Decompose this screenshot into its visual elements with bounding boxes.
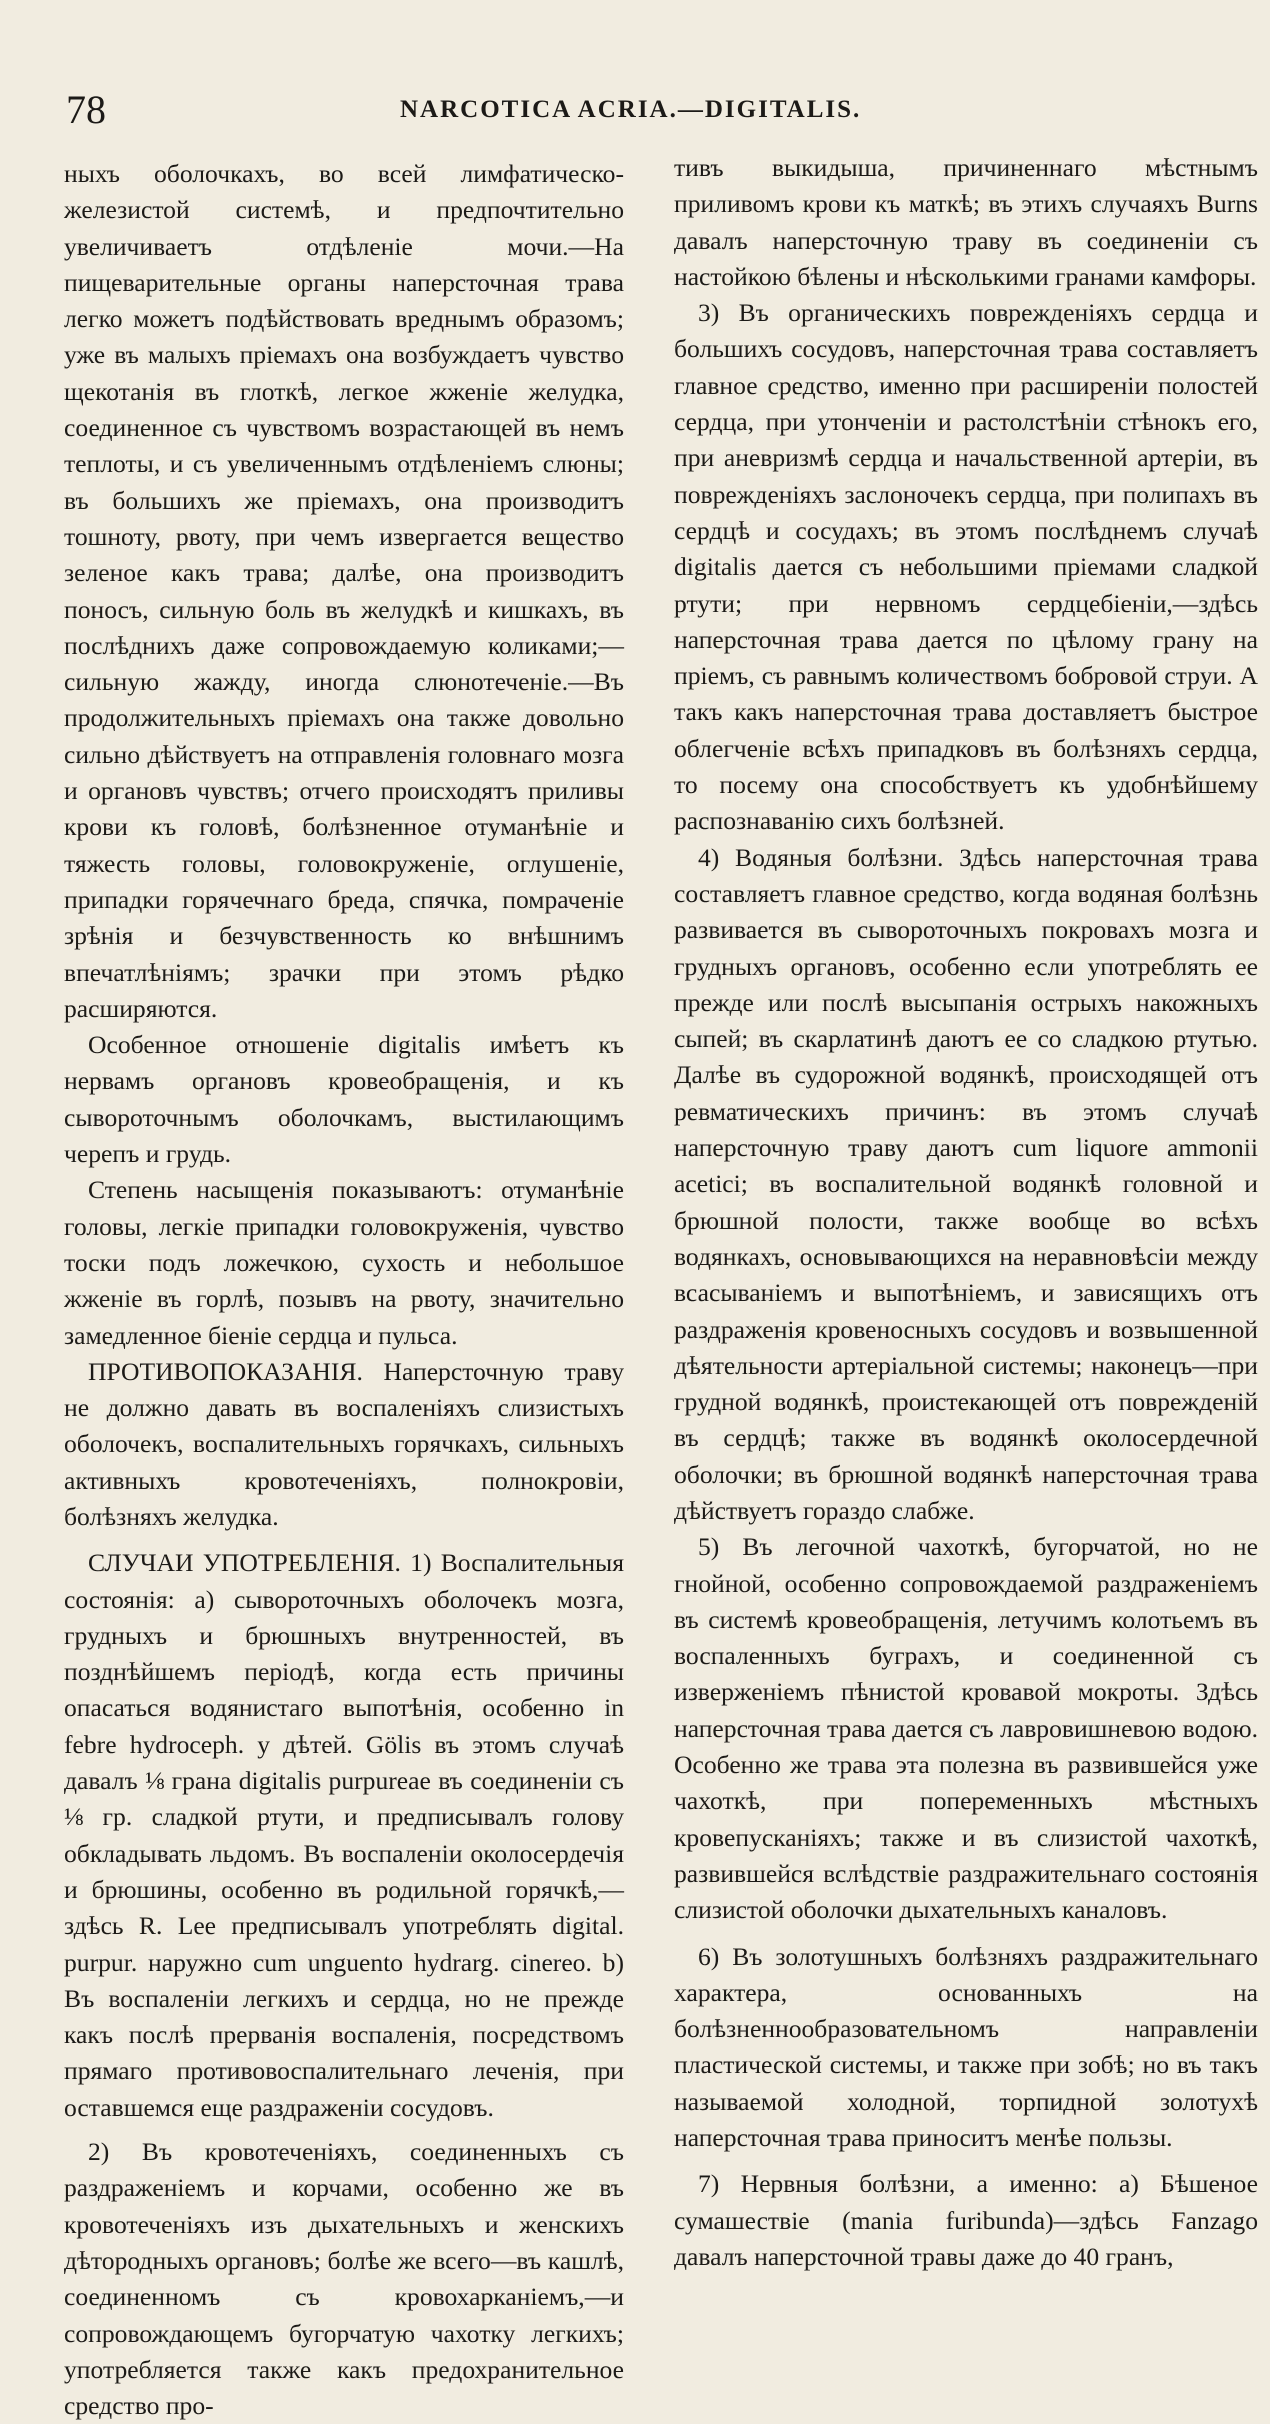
paragraph: 4) Водяныя болѣзни. Здѣсь наперсточная трава составляетъ главное средство, когда водяная болѣзнь развивается въ сывороточныхъ покровахъ мозга и грудныхъ органовъ, особенно если употреблять ее прежде или послѣ высыпанія острыхъ накожныхъ сыпей; въ скарлатинѣ даютъ ее со сладкою ртутью. Далѣе въ судорожной водянкѣ, происходящей отъ ревматическихъ причинъ: въ этомъ случаѣ наперсточную траву даютъ cum liquore ammonii acetici; въ воспалительной водянкѣ головной и брюшной полости, также вообще во всѣхъ водянкахъ, основывающихся на неравновѣсіи между всасываніемъ и выпотѣніемъ, и зависящихъ отъ раздраженія кровеносныхъ сосудовъ и возвышенной дѣятельности артеріальной системы; наконецъ—при грудной водянкѣ, проистекающей отъ поврежденій въ сердцѣ; также въ водянкѣ околосердечной оболочки; въ брюшной водянкѣ наперсточная трава дѣйствуетъ гораздо слабже. <box>674 842 1258 1525</box>
paragraph: ныхъ оболочкахъ, во всей лимфатическо-железистой системѣ, и предпочтительно увеличиваетъ отдѣленіе мочи.—На пищеварительные органы наперсточная трава легко можетъ подѣйствовать вреднымъ образомъ; уже въ малыхъ пріемахъ она возбуждаетъ чувство щекотанія въ глоткѣ, легкое жженіе желудка, соединенное съ чувствомъ возрастающей въ немъ теплоты, и съ увеличеннымъ отдѣленіемъ слюны; въ большихъ же пріемахъ, она производитъ тошноту, рвоту, при чемъ извергается вещество зеленое какъ трава; далѣе, она производитъ поносъ, сильную боль въ желудкѣ и кишкахъ, въ послѣднихъ даже сопровождаемую коликами;—сильную жажду, иногда слюнотеченіе.—Въ продолжительныхъ пріемахъ она также довольно сильно дѣйствуетъ на отправленія головнаго мозга и органовъ чувствъ; отчего происходятъ приливы крови къ головѣ, болѣзненное отуманѣніе и тяжесть головы, головокруженіе, оглушеніе, припадки горячечнаго бреда, спячка, помраченіе зрѣнія и безчувственность ко внѣшнимъ впечатлѣніямъ; зрачки при этомъ рѣдко расширяются. <box>64 159 624 1023</box>
left-column <box>64 156 624 2424</box>
paragraph: 7) Нервныя болѣзни, а именно: а) Бѣшеное сумашествіе (mania furibunda)—здѣсь Fanzago давалъ наперсточной травы даже до 40 гранъ, <box>674 2169 1258 2271</box>
page-header <box>60 86 1230 136</box>
paragraph: Степень насыщенія показываютъ: отуманѣніе головы, легкіе припадки головокруженія, чувство тоски подъ ложечкою, сухость и небольшое жженіе въ горлѣ, позывъ на рвоту, значительно замедленное біеніе сердца и пульса. <box>64 1175 624 1350</box>
paragraph: тивъ выкидыша, причиненнаго мѣстнымъ приливомъ крови къ маткѣ; въ этихъ случаяхъ Burns давалъ наперсточную траву въ соединеніи съ настойкою бѣлены и нѣсколькими гранами камфоры. <box>674 153 1258 291</box>
paragraph: ПРОТИВОПОКАЗАНІЯ. Наперсточную траву не должно давать въ воспаленіяхъ слизистыхъ оболочекъ, воспалительныхъ горячкахъ, сильныхъ активныхъ кровотеченіяхъ, полнокровіи, болѣзняхъ желудка. <box>64 1356 624 1531</box>
paragraph: 6) Въ золотушныхъ болѣзняхъ раздражительнаго характера, основанныхъ на болѣзненнообразовательномъ направленіи пластической системы, и также при зобѣ; но въ такъ называемой холодной, торпидной золотухѣ наперсточная трава приноситъ менѣе пользы. <box>674 1941 1258 2153</box>
paragraph: Особенное отношеніе digitalis имѣетъ къ нервамъ органовъ кровеобращенія, и къ сывороточнымъ оболочкамъ, выстилающимъ черепъ и грудь. <box>64 1030 624 1169</box>
right-column <box>674 150 1258 2275</box>
paragraph: 3) Въ органическихъ поврежденіяхъ сердца и большихъ сосудовъ, наперсточная трава составляетъ главное средство, именно при расширеніи полостей сердца, при утонченіи и растолстѣніи стѣнокъ его, при аневризмѣ сердца и начальственной артеріи, въ поврежденіяхъ заслоночекъ сердца, при полипахъ въ сердцѣ и сосудахъ; въ этомъ послѣднемъ случаѣ digitalis дается съ небольшими пріемами сладкой ртути; при нервномъ сердцебіеніи,—здѣсь наперсточная трава дается по цѣлому грану на пріемъ, съ равнымъ количествомъ бобровой струи. А такъ какъ наперсточная трава доставляетъ быстрое облегченіе всѣхъ припадковъ въ болѣзняхъ сердца, то посему она способствуетъ къ удобнѣйшему распознаванію сихъ болѣзней. <box>674 298 1258 836</box>
paragraph: 2) Въ кровотеченіяхъ, соединенныхъ съ раздраженіемъ и корчами, особенно же въ кровотеченіяхъ изъ дыхательныхъ и женскихъ дѣтородныхъ органовъ; болѣе же всего—въ кашлѣ, соединенномъ съ кровохарканіемъ,—и сопровождающемъ бугорчатую чахотку легкихъ; употребляется также какъ предохранительное средство про- <box>64 2137 624 2421</box>
running-head: NARCOTICA ACRIA.—DIGITALIS. <box>400 96 862 123</box>
page-number: 78 <box>66 87 106 132</box>
paragraph: 5) Въ легочной чахоткѣ, бугорчатой, но не гнойной, особенно сопровождаемой раздраженіемъ въ системѣ кровеобращенія, летучимъ колотьемъ въ воспаленныхъ буграхъ, и соединенной съ изверженіемъ пѣнистой кровавой мокроты. Здѣсь наперсточная трава дается съ лавровишневою водою. Особенно же трава эта полезна въ развившейся уже чахоткѣ, при попеременныхъ мѣстныхъ кровепусканіяхъ; также и въ слизистой чахоткѣ, развившейся вслѣдствіе раздражительнаго состоянія слизистой оболочки дыхательныхъ каналовъ. <box>674 1532 1258 1925</box>
paragraph: СЛУЧАИ УПОТРЕБЛЕНІЯ. 1) Воспалительныя состоянія: а) сывороточныхъ оболочекъ мозга, грудныхъ и брюшныхъ внутренностей, въ позднѣйшемъ періодѣ, когда есть причины опасаться водянистаго выпотѣнія, особенно in febre hydroceph. у дѣтей. Gölis въ этомъ случаѣ давалъ ⅛ грана digitalis purpureae въ соединеніи съ ⅛ гр. сладкой ртути, и предписывалъ голову обкладывать льдомъ. Въ воспаленіи околосердечія и брюшины, особенно въ родильной горячкѣ,—здѣсь R. Lee предписывалъ употреблять digital. purpur. наружно cum unguento hydrarg. cinereo. b) Въ воспаленіи легкихъ и сердца, но не прежде какъ послѣ прерванія воспаленія, посредствомъ прямаго противовоспалительнаго леченія, при оставшемся еще раздраженіи сосудовъ. <box>64 1548 624 2122</box>
